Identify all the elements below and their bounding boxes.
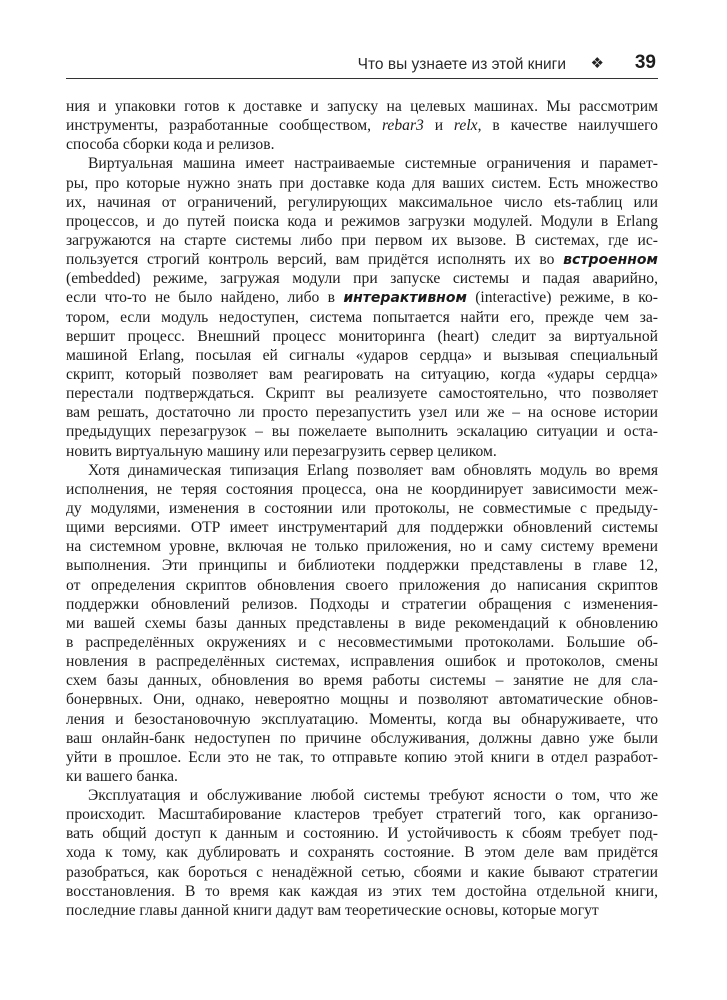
- text-line: новления в распределённых системах, исправления ошибок и протоколов, смены: [66, 653, 658, 671]
- text-line: их, начиная от ограничений, регулирующих максимальное число ets-таблиц или: [66, 193, 658, 211]
- ornament-icon: ❖: [590, 54, 604, 72]
- text-line: в распределённых окружениях и с несовместимыми протоколами. Большие об-: [66, 633, 658, 651]
- text-line: вам решать, достаточно ли просто перезапустить узел или же – на основе истории: [66, 404, 658, 422]
- text-line: ры, про которые нужно знать при доставке кода для ваших систем. Есть множество: [66, 174, 658, 192]
- text-line: способа сборки кода и релизов.: [66, 136, 275, 154]
- text-line: (embedded) режиме, загружая модули при запуске системы и падая аварийно,: [66, 270, 658, 288]
- text-line: новить виртуальную машину или перезагрузить сервер целиком.: [66, 442, 497, 460]
- text-line: если что-то не было найдено, либо в интерактивном (interactive) режиме, в ко-: [66, 289, 658, 307]
- emphasis: встроенном: [563, 252, 658, 269]
- text-line: Виртуальная машина имеет настраиваемые системные ограничения и парамет-: [88, 155, 658, 173]
- text-line: схем базы данных, обновления во время работы системы – занятие не для сла-: [66, 672, 658, 690]
- text-line: хода к тому, как дублировать и сохранять состояние. В этом деле вам придётся: [66, 844, 658, 862]
- text-line: на системном уровне, включая не только приложения, но и саму систему времени: [66, 538, 658, 556]
- paragraph-1: [66, 97, 658, 154]
- text-line: происходит. Масштабирование кластеров требует стратегий того, как организо-: [66, 806, 658, 824]
- page-header: [66, 44, 658, 78]
- text-line: предыдущих перезагрузок – вы пожелаете выполнить эскалацию ситуации и оста-: [66, 423, 658, 441]
- text-line: машиной Erlang, посылая ей сигналы «ударов сердца» и вызывая специальный: [66, 346, 658, 364]
- text-line: выполнения. Эти принципы и библиотеки поддержки представлены в главе 12,: [66, 557, 658, 575]
- text-line: ния и упаковки готов к доставке и запуску на целевых машинах. Мы рассмотрим: [66, 98, 658, 115]
- text-line: щими версиями. OTP имеет инструментарий для поддержки обновлений системы: [66, 519, 658, 537]
- text-line: Хотя динамическая типизация Erlang позволяет вам обновлять модуль во время: [88, 461, 658, 479]
- running-title: Что вы узнаете из этой книги: [357, 56, 566, 73]
- text-line: загружаются на старте системы либо при первом их вызове. В системах, где ис-: [66, 231, 658, 249]
- text-line: от определения скриптов обновления своего приложения до написания скриптов: [66, 576, 658, 594]
- text-line: поддержки обновлений релизов. Подходы и стратегии обращения с изменения-: [66, 595, 658, 613]
- text-line: исполнения, не теряя состояния процесса, она не координирует зависимости меж-: [66, 480, 658, 498]
- emphasis: интерактивном: [343, 290, 467, 307]
- text-line: ки вашего банка.: [66, 767, 178, 785]
- emphasis: relx: [453, 117, 478, 135]
- text-line: ления и безостановочную эксплуатацию. Моменты, когда вы обнаруживаете, что: [66, 710, 658, 728]
- page-number: 39: [634, 52, 656, 73]
- text-line: ваш онлайн-банк недоступен по причине обслуживания, должны давно уже были: [66, 729, 658, 747]
- text-line: инструменты, разработанные сообществом, rebar3 и relx, в качестве наилучшего: [66, 117, 658, 135]
- text-line: вершит процесс. Внешний процесс мониторинга (heart) следит за виртуальной: [66, 327, 658, 345]
- text-line: ми вашей схемы базы данных представлены в виде рекомендаций к обновлению: [66, 614, 658, 632]
- paragraph-3: [66, 461, 658, 786]
- text-line: разобраться, как бороться с ненадёжной сетью, сбоями и какие бывают стратегии: [66, 863, 658, 881]
- paragraph-4: [66, 786, 658, 920]
- text-line: бонервных. Они, однако, невероятно мощны и позволяют автоматические обнов-: [66, 691, 658, 709]
- text-line: пользуется строгий контроль версий, вам придётся исполнять их во встроенном: [66, 251, 658, 269]
- text-line: тором, если модуль недоступен, система попытается найти его, прежде чем за-: [66, 308, 658, 326]
- text-line: скрипт, который позволяет вам реагировать на ситуацию, когда «удары сердца»: [66, 365, 658, 383]
- text-line: вать общий доступ к данным и состоянию. И устойчивость к сбоям требует под-: [66, 825, 658, 843]
- emphasis: rebar3: [381, 117, 424, 135]
- text-line: восстановления. В то время как каждая из этих тем достойна отдельной книги,: [66, 882, 658, 900]
- text-line: перестали подтверждаться. Скрипт вы реализуете самостоятельно, что позволяет: [66, 385, 658, 403]
- body-text: [66, 97, 658, 920]
- header-rule: [66, 78, 658, 79]
- text-line: последние главы данной книги дадут вам теоретические основы, которые могут: [66, 901, 599, 919]
- paragraph-2: [66, 154, 658, 460]
- text-line: Эксплуатация и обслуживание любой системы требуют ясности о том, что же: [88, 787, 658, 805]
- text-line: ду модулями, изменения в состоянии или протоколы, не совместимые с предыду-: [66, 499, 658, 517]
- text-line: процессов, и до путей поиска кода и режимов загрузки модулей. Модули в Erlang: [66, 212, 658, 230]
- text-line: уйти в прошлое. Если это не так, то отправьте копию этой книги в отдел разработ-: [66, 748, 658, 766]
